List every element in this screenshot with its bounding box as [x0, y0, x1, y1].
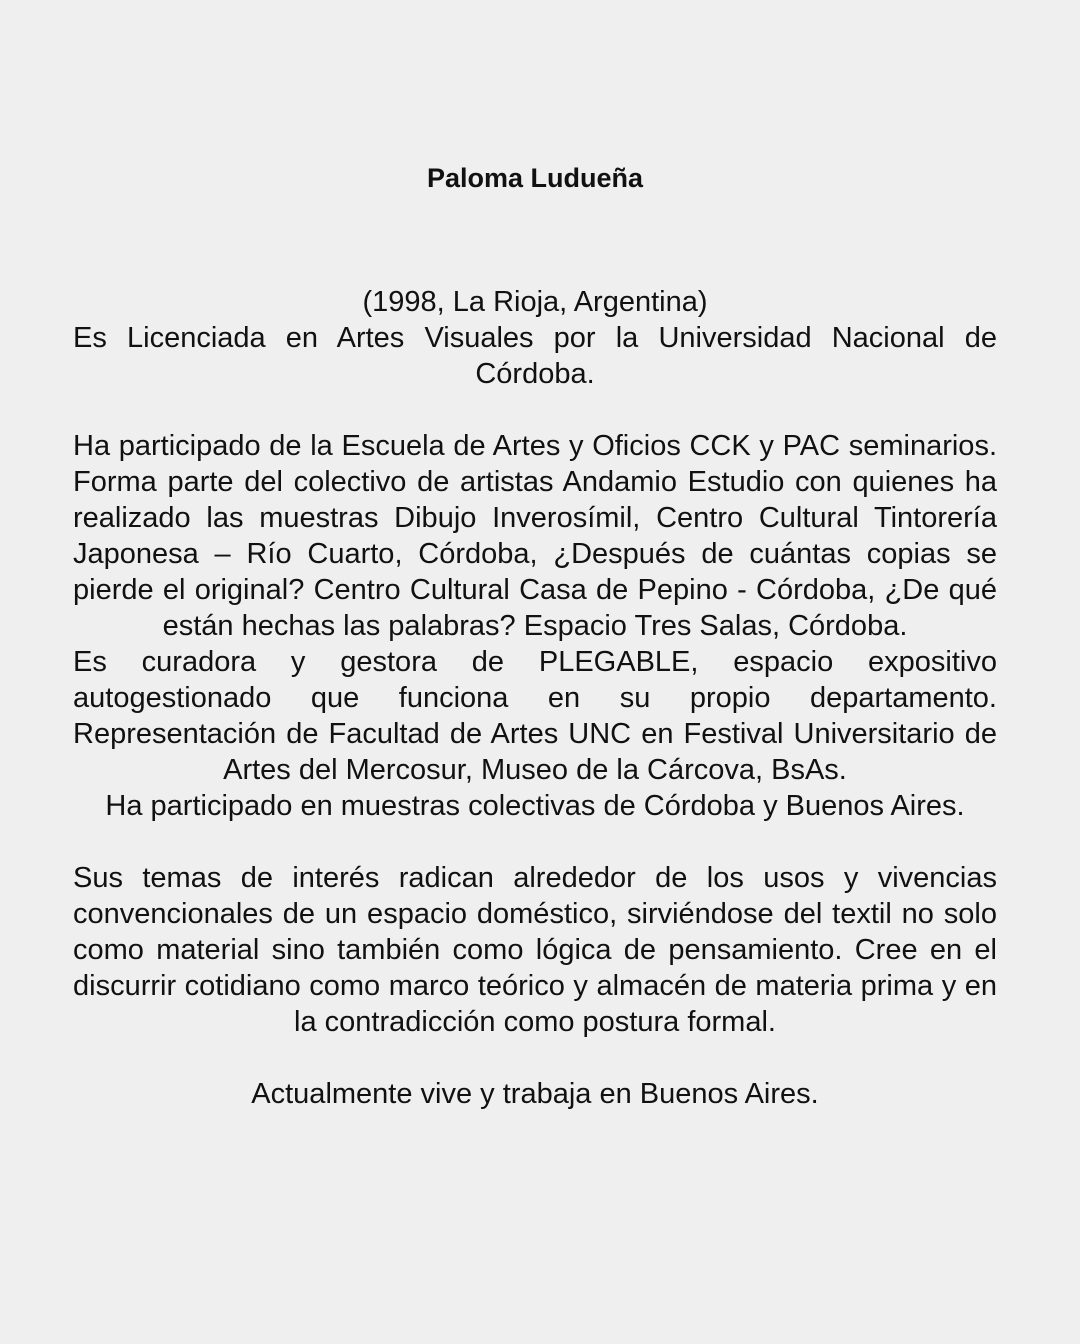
interests-paragraph: Sus temas de interés radican alrededor de los usos y vivencias convencionales de un espacio doméstico, sirviéndose del textil no solo como material sino también como lógica de pensamiento. Cree en el discurrir cotidiano como marco teórico y almacén de materia prima y en la contradicción como postura formal. [73, 862, 997, 1038]
bio-page [73, 158, 997, 1112]
artist-name: Paloma Ludueña [426, 163, 644, 193]
birth-info: (1998, La Rioja, Argentina) [362, 286, 708, 318]
spacer [73, 824, 997, 860]
curator-paragraph: Es curadora y gestora de PLEGABLE, espacio expositivo autogestionado que funciona en su propio departamento. Representación de Facultad de Artes UNC en Festival Universitario de Artes del Mercosur, Museo de la Cárcova, BsAs. [73, 646, 997, 786]
participation-paragraph: Ha participado de la Escuela de Artes y Oficios CCK y PAC seminarios. Forma parte del colectivo de artistas Andamio Estudio con quienes ha realizado las muestras Dibujo Inverosímil, Centro Cultural Tintorería Japonesa – Río Cuarto, Córdoba, ¿Después de cuántas copias se pierde el original? Centro Cultural Casa de Pepino - Córdoba, ¿De qué están hechas las palabras? Espacio Tres Salas, Córdoba. [73, 430, 997, 642]
spacer [73, 1040, 997, 1076]
spacer [73, 392, 997, 428]
residence-paragraph: Actualmente vive y trabaja en Buenos Aires. [251, 1078, 819, 1110]
degree-paragraph: Es Licenciada en Artes Visuales por la Universidad Nacional de Córdoba. [73, 322, 997, 390]
group-shows-paragraph: Ha participado en muestras colectivas de Córdoba y Buenos Aires. [105, 790, 965, 822]
